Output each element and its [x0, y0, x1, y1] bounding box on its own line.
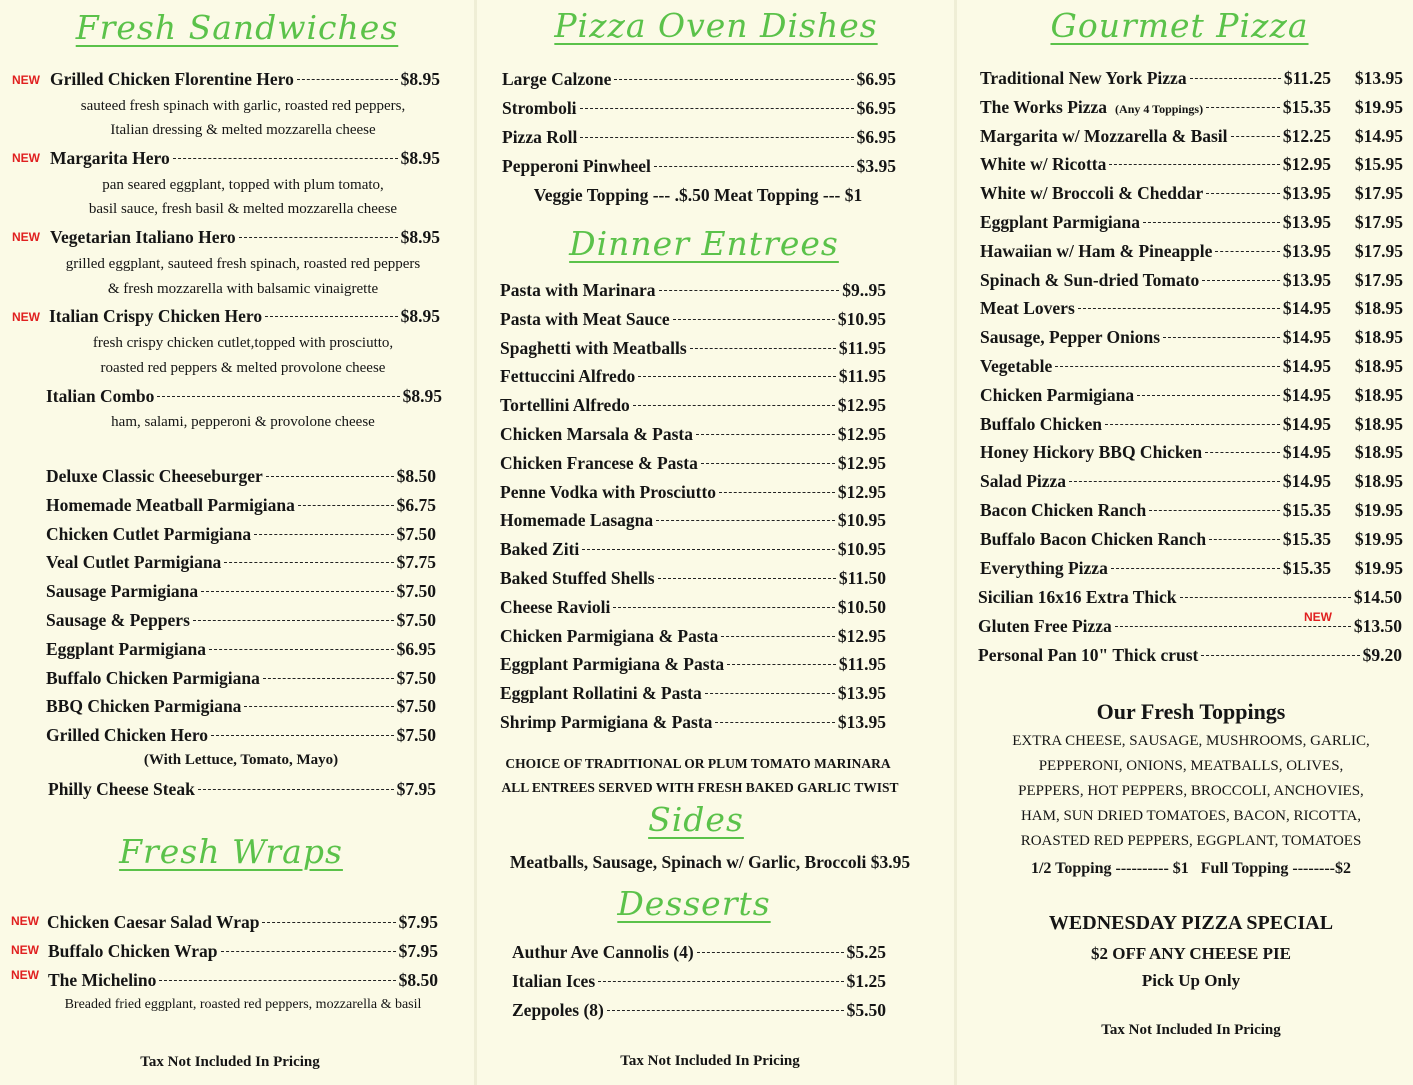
- item-name: Spinach & Sun-dried Tomato: [980, 269, 1200, 290]
- leader-dashes: [1143, 222, 1280, 223]
- menu-item: [980, 500, 1403, 521]
- item-name: Chicken Parmigiana & Pasta: [500, 625, 719, 646]
- leader-dashes: [1209, 539, 1280, 540]
- item-price: $7.50: [396, 667, 436, 688]
- item-price: $7.50: [396, 696, 436, 717]
- menu-item: [980, 558, 1403, 579]
- new-badge: NEW: [12, 230, 40, 244]
- item-name: Authur Ave Cannolis (4): [512, 942, 694, 962]
- dinner-title: Dinner Entrees: [569, 224, 839, 263]
- menu-item: [500, 683, 886, 704]
- item-price: $6.75: [396, 494, 436, 515]
- item-price: $7.50: [396, 523, 436, 544]
- panel-sandwiches: [0, 0, 474, 1085]
- leader-dashes: [211, 735, 394, 736]
- item-name: Eggplant Parmigiana: [980, 212, 1140, 232]
- menu-item: [512, 971, 886, 992]
- menu-item: [46, 495, 436, 516]
- entree-note: ALL ENTREES SERVED WITH FRESH BAKED GARLIC TWIST: [501, 780, 899, 795]
- item-price-large: $14.95: [1354, 125, 1403, 146]
- item-price-large: $18.95: [1354, 298, 1403, 319]
- new-badge: NEW: [1304, 610, 1332, 624]
- item-price: $11.50: [838, 568, 886, 588]
- menu-item: [500, 395, 886, 416]
- menu-item: [980, 327, 1403, 348]
- item-name: Tortellini Alfredo: [500, 395, 630, 416]
- item-name: Stromboli: [502, 98, 577, 118]
- leader-dashes: [582, 549, 835, 550]
- item-name: Hawaiian w/ Ham & Pineapple: [980, 240, 1213, 261]
- topping-line: ROASTED RED PEPPERS, EGGPLANT, TOMATOES: [1020, 833, 1362, 849]
- leader-dashes: [659, 290, 840, 291]
- item-price: $10.95: [837, 510, 886, 531]
- item-price-large: $18.95: [1354, 384, 1403, 405]
- menu-item: [46, 696, 436, 717]
- menu-item: [980, 298, 1403, 319]
- menu-item: [46, 668, 436, 689]
- leader-dashes: [1149, 510, 1280, 511]
- item-name: Everything Pizza: [980, 557, 1108, 578]
- leader-dashes: [614, 79, 853, 80]
- leader-dashes: [580, 137, 853, 138]
- menu-item: [500, 712, 886, 733]
- sandwiches-title: Fresh Sandwiches: [75, 8, 399, 47]
- menu-item: [980, 356, 1403, 377]
- leader-dashes: [254, 534, 393, 535]
- leader-dashes: [1109, 164, 1280, 165]
- item-price-small: $14.95: [1282, 356, 1331, 376]
- item-name: Meat Lovers: [980, 298, 1075, 319]
- new-badge: NEW: [12, 151, 40, 165]
- topping-line: HAM, SUN DRIED TOMATOES, BACON, RICOTTA,: [1020, 808, 1362, 824]
- item-name: Homemade Meatball Parmigiana: [46, 494, 295, 515]
- item-price-large: $18.95: [1354, 471, 1403, 492]
- leader-dashes: [1163, 337, 1280, 338]
- menu-item: Vegetarian Italiano Hero $8.95: [50, 227, 440, 247]
- panel-oven-dinner: [478, 0, 954, 1085]
- leader-dashes: [654, 166, 854, 167]
- wraps-title: Fresh Wraps: [119, 832, 343, 871]
- item-price: $14.50: [1353, 587, 1402, 607]
- item-name: Chicken Marsala & Pasta: [500, 424, 693, 444]
- item-description: Italian dressing & melted mozzarella cheese: [110, 122, 376, 138]
- leader-dashes: [633, 405, 835, 406]
- item-name: Chicken Parmigiana: [980, 384, 1135, 405]
- leader-dashes: [721, 636, 835, 637]
- item-name: Penne Vodka with Prosciutto: [500, 481, 717, 502]
- item-price: $5.50: [846, 1000, 886, 1020]
- leader-dashes: [298, 505, 394, 506]
- leader-dashes: [727, 664, 836, 665]
- leader-dashes: [1215, 251, 1280, 252]
- leader-dashes: [658, 578, 836, 579]
- leader-dashes: [224, 562, 393, 563]
- item-name: Deluxe Classic Cheeseburger: [46, 466, 263, 486]
- menu-item: [980, 414, 1403, 435]
- item-price-small: $15.35: [1282, 528, 1331, 549]
- item-name: Cheese Ravioli: [500, 596, 611, 617]
- item-price: $13.50: [1353, 616, 1402, 636]
- item-name: Homemade Lasagna: [500, 510, 654, 531]
- item-name: Pizza Roll: [502, 127, 578, 147]
- item-name: Vegetable: [980, 356, 1053, 376]
- leader-dashes: [580, 108, 854, 109]
- item-note: (Any 4 Toppings): [1115, 101, 1204, 116]
- menu-item: [500, 453, 886, 474]
- item-price: $12.95: [837, 395, 886, 416]
- leader-dashes: [1202, 280, 1280, 281]
- menu-item: [980, 97, 1403, 118]
- menu-item: [500, 338, 886, 359]
- menu-item: [500, 510, 886, 531]
- item-description: roasted red peppers & melted provolone cheese: [100, 360, 386, 376]
- tax-note: Tax Not Included In Pricing: [1101, 1022, 1281, 1038]
- leader-dashes: [1055, 366, 1280, 367]
- item-price: $7.50: [396, 610, 436, 630]
- item-price: $12.95: [837, 481, 886, 502]
- leader-dashes: [209, 649, 394, 650]
- item-price-small: $13.95: [1282, 212, 1331, 232]
- menu-item: [980, 183, 1403, 204]
- new-badge: NEW: [11, 968, 39, 982]
- item-price: $6.95: [396, 638, 436, 659]
- leader-dashes: [1078, 308, 1280, 309]
- menu-item: Italian Combo $8.95: [46, 386, 442, 406]
- menu-item: [46, 466, 436, 487]
- menu-item: [502, 127, 896, 148]
- item-price-large: $18.95: [1354, 413, 1403, 434]
- item-price-large: $18.95: [1354, 327, 1403, 348]
- item-name: Baked Ziti: [500, 539, 580, 560]
- leader-dashes: [1111, 568, 1280, 569]
- menu-item: [502, 98, 896, 119]
- menu-item: [980, 126, 1403, 147]
- tax-note: Tax Not Included In Pricing: [140, 1054, 320, 1070]
- sides-title: Sides: [648, 800, 744, 839]
- leader-dashes: [701, 463, 835, 464]
- topping-line: EXTRA CHEESE, SAUSAGE, MUSHROOMS, GARLIC,: [1012, 733, 1370, 749]
- menu-item: [980, 68, 1403, 89]
- new-badge: NEW: [12, 310, 40, 324]
- menu-item: [500, 597, 886, 618]
- item-name: Pasta with Meat Sauce: [500, 308, 670, 329]
- leader-dashes: [656, 520, 835, 521]
- leader-dashes: [673, 319, 835, 320]
- item-price: $7.50: [396, 725, 436, 746]
- item-price-small: $14.95: [1282, 384, 1331, 405]
- item-price-small: $13.95: [1282, 240, 1331, 261]
- item-name: Buffalo Chicken Parmigiana: [46, 667, 260, 688]
- item-name: Buffalo Chicken: [980, 413, 1103, 434]
- item-price-large: $15.95: [1354, 154, 1403, 175]
- toppings-price-line: Veggie Topping --- .$.50 Meat Topping --- $1: [533, 185, 863, 205]
- item-price-large: $19.95: [1354, 96, 1403, 117]
- item-name: Eggplant Rollatini & Pasta: [500, 683, 702, 704]
- leader-dashes: [1105, 424, 1280, 425]
- item-price-small: $13.95: [1282, 183, 1331, 204]
- item-price: $5.25: [846, 942, 886, 962]
- leader-dashes: [1180, 597, 1351, 598]
- item-price: $9.20: [1362, 645, 1402, 665]
- item-price-small: $12.95: [1282, 154, 1331, 175]
- menu-item: [978, 587, 1402, 608]
- item-name: Sausage, Pepper Onions: [980, 327, 1161, 348]
- special-offer: $2 OFF ANY CHEESE PIE: [1091, 944, 1291, 963]
- menu-item: Chicken Caesar Salad Wrap $7.95: [47, 912, 438, 932]
- item-price: $10.50: [837, 596, 886, 617]
- item-price: $11.95: [838, 337, 886, 358]
- leader-dashes: [263, 678, 394, 679]
- menu-item: [502, 69, 896, 90]
- leader-dashes: [266, 476, 394, 477]
- item-price-small: $14.95: [1282, 471, 1331, 492]
- item-description: sauteed fresh spinach with garlic, roasted red peppers,: [80, 98, 406, 114]
- item-description: ham, salami, pepperoni & provolone cheese: [111, 414, 375, 430]
- item-name: Traditional New York Pizza: [980, 68, 1187, 88]
- item-price: $1.25: [846, 971, 886, 991]
- leader-dashes: [193, 620, 394, 621]
- leader-dashes: [607, 1010, 844, 1011]
- item-price-small: $14.95: [1282, 413, 1331, 434]
- item-name: Sausage & Peppers: [46, 610, 190, 630]
- item-price: $12.95: [837, 424, 886, 444]
- special-pickup: Pick Up Only: [1141, 971, 1241, 990]
- leader-dashes: [638, 376, 836, 377]
- menu-item: [980, 529, 1403, 550]
- item-price-large: $18.95: [1354, 442, 1403, 463]
- menu-item: [500, 309, 886, 330]
- item-price-small: $15.35: [1282, 557, 1331, 578]
- entree-note: CHOICE OF TRADITIONAL OR PLUM TOMATO MARINARA: [505, 756, 891, 771]
- item-name: Chicken Cutlet Parmigiana: [46, 523, 252, 544]
- leader-dashes: [1115, 626, 1351, 627]
- item-name: White w/ Ricotta: [980, 154, 1107, 175]
- item-price-large: $19.95: [1354, 528, 1403, 549]
- item-name: Spaghetti with Meatballs: [500, 337, 687, 358]
- item-name: Eggplant Parmigiana: [46, 638, 206, 659]
- item-description: grilled eggplant, sauteed fresh spinach, roasted red peppers: [65, 256, 421, 272]
- item-name: The Works Pizza: [980, 96, 1108, 117]
- item-name: Buffalo Bacon Chicken Ranch: [980, 528, 1207, 549]
- menu-item: The Michelino $8.50: [48, 970, 438, 990]
- menu-item: [980, 270, 1403, 291]
- menu-item: [502, 156, 896, 177]
- item-name: Bacon Chicken Ranch: [980, 500, 1147, 520]
- item-name: Large Calzone: [502, 69, 612, 89]
- item-price-small: $15.35: [1282, 96, 1331, 117]
- item-name: Baked Stuffed Shells: [500, 568, 655, 588]
- leader-dashes: [1231, 136, 1280, 137]
- menu-item: [46, 610, 436, 631]
- menu-item: [980, 471, 1403, 492]
- item-description: & fresh mozzarella with balsamic vinaigrette: [107, 281, 379, 297]
- menu-item: [46, 524, 436, 545]
- item-name: Sausage Parmigiana: [46, 581, 199, 602]
- item-price-large: $17.95: [1354, 240, 1403, 261]
- item-price-small: $12.25: [1282, 125, 1331, 146]
- item-price: $12.95: [837, 452, 886, 473]
- menu-item: [500, 482, 886, 503]
- item-description: Breaded fried eggplant, roasted red peppers, mozzarella & basil: [64, 997, 422, 1012]
- item-name: BBQ Chicken Parmigiana: [46, 696, 242, 717]
- leader-dashes: [1206, 107, 1280, 108]
- item-price-small: $13.95: [1282, 269, 1331, 290]
- tax-note: Tax Not Included In Pricing: [620, 1053, 800, 1069]
- item-name: Personal Pan 10" Thick crust: [978, 645, 1199, 665]
- oven-title: Pizza Oven Dishes: [554, 6, 878, 45]
- item-price-large: $13.95: [1354, 68, 1403, 88]
- menu-item: [500, 654, 886, 675]
- leader-dashes: [598, 981, 844, 982]
- leader-dashes: [696, 434, 835, 435]
- menu-item: [500, 366, 886, 387]
- item-name: White w/ Broccoli & Cheddar: [980, 183, 1204, 204]
- panel-gourmet: [958, 0, 1413, 1085]
- menu-item: [500, 424, 886, 445]
- item-price: $7.50: [396, 581, 436, 602]
- topping-prices: [958, 860, 1413, 878]
- item-name: Sicilian 16x16 Extra Thick: [978, 587, 1177, 607]
- item-price-small: $14.95: [1282, 442, 1331, 463]
- leader-dashes: [690, 348, 836, 349]
- leader-dashes: [201, 591, 393, 592]
- new-badge: NEW: [11, 914, 39, 928]
- item-price: $6.95: [856, 127, 896, 147]
- item-price: $6.95: [856, 69, 896, 89]
- menu-item: Margarita Hero $8.95: [50, 148, 440, 168]
- topping-line: PEPPERS, HOT PEPPERS, BROCCOLI, ANCHOVIES,: [1018, 783, 1364, 799]
- leader-dashes: [613, 607, 835, 608]
- menu-item: [46, 725, 436, 746]
- item-name: Honey Hickory BBQ Chicken: [980, 442, 1203, 463]
- menu-item: [512, 1000, 886, 1021]
- menu-item: [512, 942, 886, 963]
- leader-dashes: [1069, 481, 1280, 482]
- item-price: $11.95: [838, 654, 886, 675]
- item-price-large: $18.95: [1354, 356, 1403, 376]
- menu-item: [46, 552, 436, 573]
- item-price: $13.95: [837, 712, 886, 732]
- item-price: $11.95: [838, 366, 886, 387]
- menu-item: Grilled Chicken Florentine Hero $8.95: [50, 69, 440, 89]
- item-name: Italian Ices: [512, 971, 596, 991]
- item-name: Shrimp Parmigiana & Pasta: [500, 712, 713, 732]
- item-price: $6.95: [856, 98, 896, 118]
- leader-dashes: [1190, 78, 1281, 79]
- gourmet-title: Gourmet Pizza: [1050, 6, 1309, 45]
- item-price: $9..95: [842, 280, 886, 300]
- item-price: $8.50: [396, 466, 436, 486]
- menu-item: [980, 154, 1403, 175]
- menu-item: Philly Cheese Steak $7.95: [48, 779, 436, 799]
- menu-item: [500, 568, 886, 589]
- topping-line: PEPPERONI, ONIONS, MEATBALLS, OLIVES,: [1038, 758, 1344, 774]
- menu-item: [978, 645, 1402, 666]
- leader-dashes: [705, 693, 835, 694]
- menu-item: [980, 212, 1403, 233]
- item-description: pan seared eggplant, topped with plum tomato,: [102, 177, 384, 193]
- item-price-small: $14.95: [1282, 298, 1331, 319]
- desserts-title: Desserts: [617, 884, 771, 923]
- half-topping-price: 1/2 Topping ---------- $1: [1030, 860, 1189, 877]
- item-price-large: $17.95: [1354, 183, 1403, 204]
- menu-item: [980, 385, 1403, 406]
- item-price-large: $17.95: [1354, 269, 1403, 290]
- item-price: $10.95: [837, 539, 886, 560]
- item-description: basil sauce, fresh basil & melted mozzarella cheese: [88, 201, 398, 217]
- menu-item: [46, 581, 436, 602]
- menu-item: [980, 442, 1403, 463]
- item-name: Margarita w/ Mozzarella & Basil: [980, 125, 1228, 146]
- item-price: $7.75: [396, 552, 436, 573]
- item-price-large: $17.95: [1354, 212, 1403, 232]
- item-name: Zeppoles (8): [512, 1000, 604, 1020]
- item-name: Pepperoni Pinwheel: [502, 156, 651, 176]
- sides-line: Meatballs, Sausage, Spinach w/ Garlic, Broccoli $3.95: [509, 852, 911, 872]
- full-topping-price: Full Topping --------$2: [1200, 860, 1352, 877]
- item-price-small: $15.35: [1282, 500, 1331, 520]
- item-name: Grilled Chicken Hero: [46, 725, 209, 746]
- leader-dashes: [697, 952, 844, 953]
- item-price-large: $19.95: [1354, 557, 1403, 578]
- leader-dashes: [1201, 655, 1359, 656]
- new-badge: NEW: [11, 943, 39, 957]
- item-name: Salad Pizza: [980, 471, 1067, 492]
- item-price: $13.95: [837, 683, 886, 704]
- item-description: fresh crispy chicken cutlet,topped with prosciutto,: [92, 335, 394, 351]
- leader-dashes: [1205, 452, 1280, 453]
- menu-item: [980, 241, 1403, 262]
- item-name: Veal Cutlet Parmigiana: [46, 552, 222, 573]
- leader-dashes: [715, 722, 834, 723]
- leader-dashes: [1137, 395, 1280, 396]
- menu-item: [500, 626, 886, 647]
- item-price-small: $14.95: [1282, 327, 1331, 348]
- toppings-title: Our Fresh Toppings: [1096, 699, 1286, 724]
- item-name: Chicken Francese & Pasta: [500, 452, 698, 473]
- item-price: $10.95: [837, 308, 886, 329]
- item-name: Eggplant Parmigiana & Pasta: [500, 654, 725, 675]
- item-price-large: $19.95: [1354, 500, 1403, 520]
- new-badge: NEW: [12, 73, 40, 87]
- menu-item: Italian Crispy Chicken Hero $8.95: [49, 306, 440, 326]
- menu-item: [500, 539, 886, 560]
- menu-item: Buffalo Chicken Wrap $7.95: [48, 941, 438, 961]
- leader-dashes: [244, 706, 393, 707]
- item-name: Pasta with Marinara: [500, 280, 656, 300]
- item-name: Gluten Free Pizza: [978, 616, 1112, 636]
- item-name: Fettuccini Alfredo: [500, 366, 636, 387]
- fold-line: [954, 0, 957, 1085]
- item-price: $3.95: [856, 156, 896, 176]
- item-price: $12.95: [837, 625, 886, 646]
- leader-dashes: [1206, 193, 1280, 194]
- leader-dashes: [719, 492, 835, 493]
- item-note: (With Lettuce, Tomato, Mayo): [143, 752, 339, 768]
- menu-item: [46, 639, 436, 660]
- special-title: WEDNESDAY PIZZA SPECIAL: [1048, 912, 1334, 934]
- item-price-small: $11.25: [1283, 68, 1331, 88]
- menu-item: [978, 610, 1402, 637]
- menu-item: [500, 280, 886, 301]
